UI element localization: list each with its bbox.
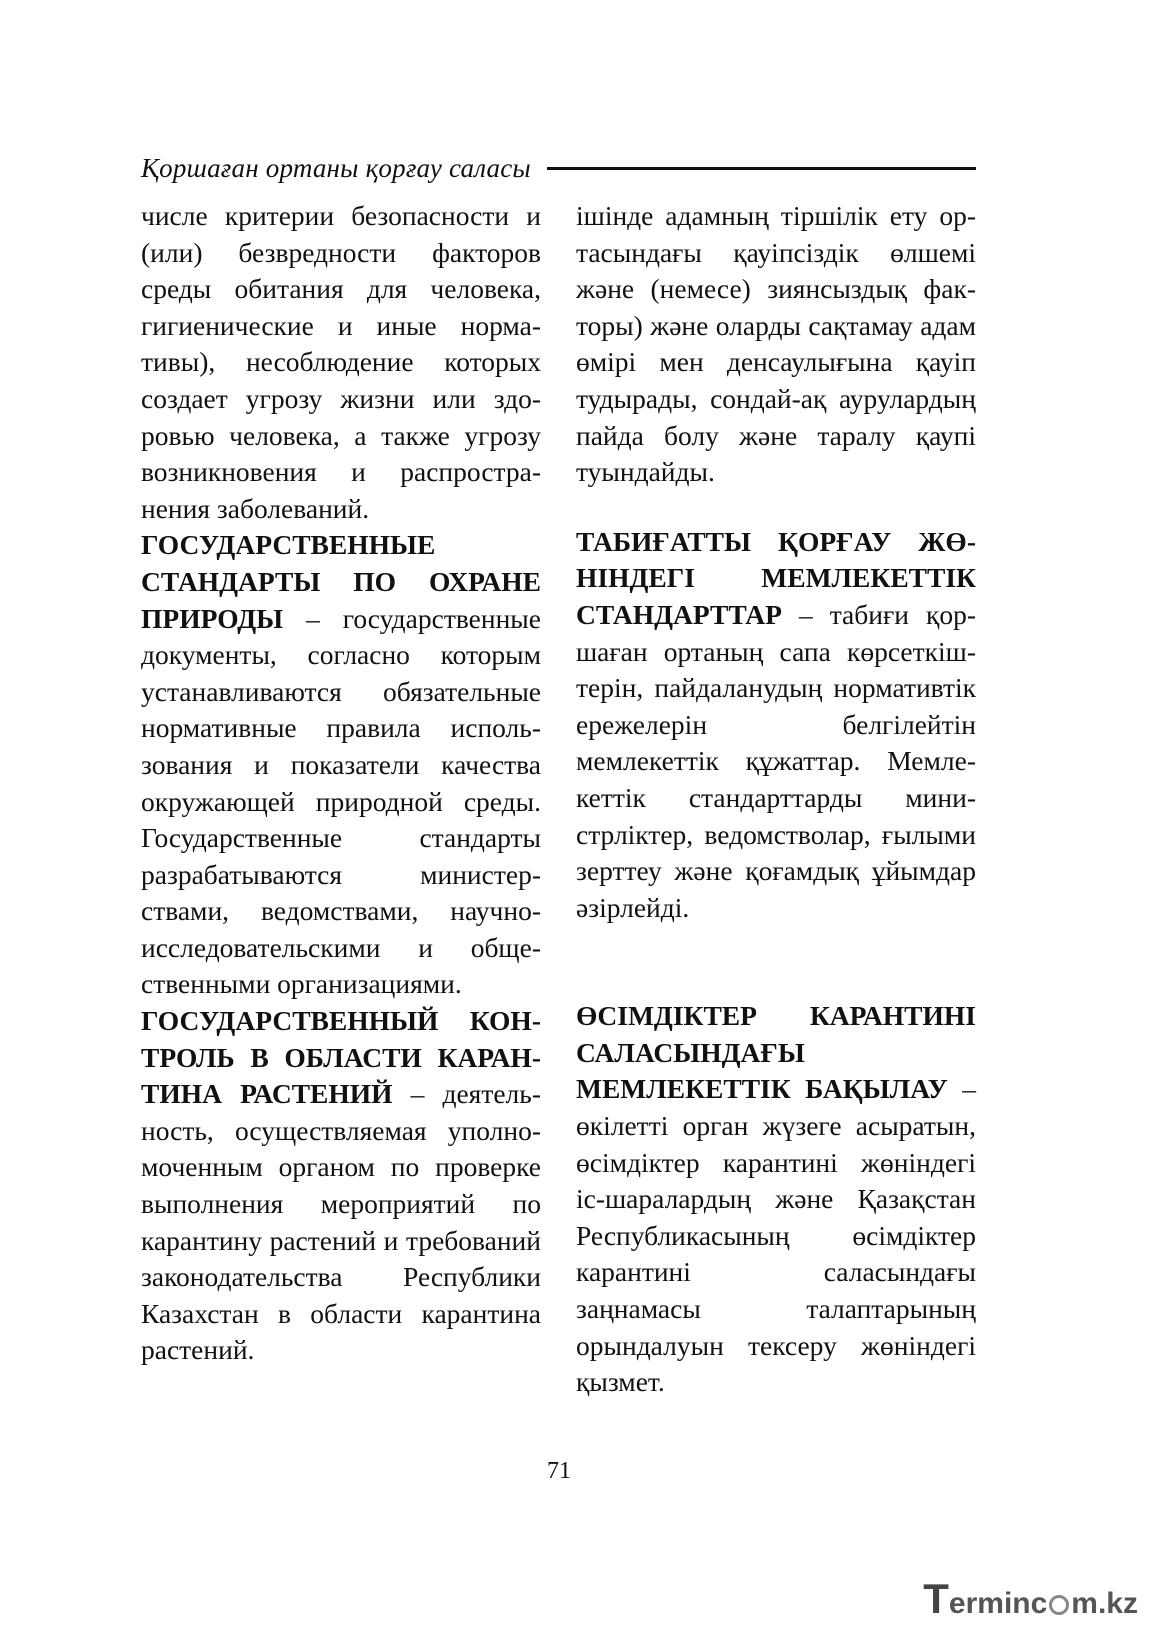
right-entry-2-text: – табиғи қоршаған ортаның сапа көрсеткіштерін, пайдаланудың нормативтік ережелерін белгілейтін мемлекеттік құжаттар. Мемлекеттік стандарттарды министрліктер, ведомстволар, ғылыми зерттеу және қоғамдық ұйымдар әзірлейді.	[576, 598, 976, 923]
left-entry-2-term: ГОСУДАРСТВЕННЫЕ СТАНДАРТЫ ПО ОХРАНЕ ПРИРОДЫ	[141, 529, 541, 634]
left-entry-3-term: ГОСУДАРСТВЕННЫЙ КОНТРОЛЬ В ОБЛАСТИ КАРАНТИНА РАСТЕНИЙ	[141, 1005, 541, 1110]
left-entry-3	[141, 1003, 541, 1369]
left-entry-3-paragraph	[141, 1003, 541, 1369]
right-entry-3-text: – өкілетті орган жүзеге асыратын, өсімдіктер карантині жөніндегі іс-шаралардың және Қазақстан Республикасының өсімдіктер карантині саласындағы заңнамасы талаптарының орындалуын тексеру жөніндегі қызмет.	[576, 1073, 976, 1398]
left-entry-1	[141, 198, 541, 527]
right-entry-2	[576, 524, 976, 927]
header-title: Қоршаған ортаны қорғау саласы	[141, 152, 531, 183]
right-entry-3-paragraph	[576, 998, 976, 1401]
magnifier-icon	[1049, 1595, 1069, 1615]
right-spacer-2	[576, 926, 976, 998]
right-entry-2-term: ТАБИҒАТТЫ ҚОРҒАУ ЖӨНІНДЕГІ МЕМЛЕКЕТТІК СТАНДАРТТАР	[576, 525, 976, 630]
left-entry-1-text: числе критерии безопасности и (или) безвредности факторов среды обитания для человека, гигиенические и иные нормативы), несоблюдение которых создает угрозу жизни или здоровью человека, а также угрозу возникновения и распространения заболеваний.	[141, 200, 541, 524]
running-header	[141, 148, 976, 188]
right-entry-3	[576, 998, 976, 1401]
left-entry-2-paragraph	[141, 527, 541, 1003]
right-entry-2-paragraph	[576, 524, 976, 927]
left-entry-2	[141, 527, 541, 1003]
left-column	[141, 198, 541, 1369]
header-rule	[547, 167, 976, 170]
left-entry-2-text: – государственные документы, согласно которым устанавливаются обязательные нормативные правила использования и показатели качества окружающей природной среды. Государственные стандарты разрабатываются министерствами, ведомствами, научно-исследовательскими и общественными организациями.	[141, 602, 541, 1000]
right-spacer-1	[576, 491, 976, 524]
watermark-part1: erminc	[948, 1587, 1048, 1620]
page-number: 71	[547, 1458, 571, 1484]
right-column	[576, 198, 976, 1401]
right-entry-1	[576, 198, 976, 491]
watermark-t: T	[923, 1575, 949, 1622]
right-entry-3-term: ӨСІМДІКТЕР КАРАНТИНІ САЛАСЫНДАҒЫ МЕМЛЕКЕТТІК БАҚЫЛАУ	[576, 1000, 976, 1105]
watermark-part2: m.kz	[1071, 1587, 1138, 1620]
watermark-logo	[923, 1575, 1138, 1623]
right-entry-1-text: ішінде адамның тіршілік ету ортасындағы қауіпсіздік өлшемі және (немесе) зиянсыздық факторы) және оларды сақтамау адам өмірі мен денсаулығына қауіп тудырады, сондай-ақ аурулардың пайда болу және таралу қаупі туындайды.	[576, 200, 976, 488]
left-entry-3-text: – деятельность, осуществляемая уполномоченным органом по проверке выполнения мероприятий по карантину растений и требований законодательства Республики Казахстан в области карантина растений.	[141, 1078, 541, 1366]
